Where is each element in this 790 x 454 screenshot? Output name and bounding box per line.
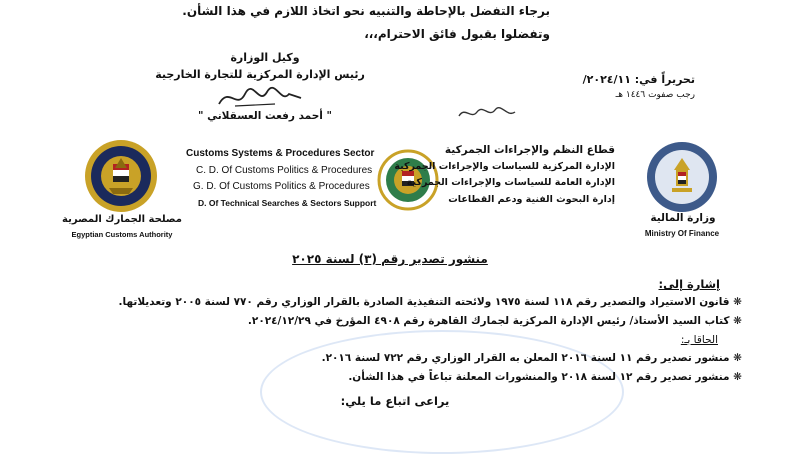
bullet-star-icon: ❋ <box>729 371 742 383</box>
signature-image <box>215 82 305 112</box>
reference-item: ❋ قانون الاستيراد والتصدير رقم ١١٨ لسنة ١٩٧٥ ولائحته التنفيذية الصادرة بالقرار الوزاري رقم ٧٧٠ لسنة ٢٠٠٥ وتعديلاتها. <box>118 296 742 308</box>
bullet-star-icon: ❋ <box>729 315 742 327</box>
closing-regards-line: وتفضلوا بقبول فائق الاحترام،،، <box>364 27 550 41</box>
technical-dept-en: D. Of Technical Searches & Sectors Support <box>198 198 377 208</box>
bullet-star-icon: ❋ <box>729 296 742 308</box>
reference-item: ❋ كتاب السيد الأستاذ/ رئيس الإدارة المركزية لجمارك القاهرة رقم ٤٩٠٨ المؤرخ في ٢٠٢٤/١٢/٢٩. <box>247 315 742 327</box>
customs-authority-caption-ar: مصلحة الجمارك المصرية <box>62 214 182 225</box>
date-written: تحريراً في: ٢٠٢٤/١١/ <box>582 73 695 86</box>
sector-name-ar: قطاع النظم والإجراءات الجمركية <box>444 144 615 156</box>
bullet-star-icon: ❋ <box>729 352 742 364</box>
technical-dept-ar: إدارة البحوث الفنية ودعم القطاعات <box>448 194 615 205</box>
customs-authority-logo <box>83 138 159 214</box>
reference-label: إشارة إلى: <box>658 277 720 291</box>
watermark-stamp <box>260 330 624 454</box>
ministry-finance-logo <box>645 140 719 214</box>
customs-authority-caption-en: Egyptian Customs Authority <box>71 230 173 239</box>
central-dept-en: C. D. Of Customs Politics & Procedures <box>196 165 373 176</box>
ministry-caption-en: Ministry Of Finance <box>644 229 720 238</box>
general-dept-en: G. D. Of Customs Politics & Procedures <box>193 181 370 192</box>
instruction-heading: يراعى اتباع ما يلي: <box>340 394 450 408</box>
ministry-caption-ar: وزارة المالية <box>650 212 716 224</box>
date-hijri: رجب صفوت ١٤٤٦ هـ <box>615 90 695 100</box>
sector-name-en: Customs Systems & Procedures Sector <box>186 148 375 159</box>
signatory-name: " أحمد رفعت العسقلاني " <box>197 110 333 122</box>
general-dept-ar: الإدارة العامة للسياسات والإجراءات الجمركية <box>406 177 615 188</box>
followup-item: ❋ منشور تصدير رقم ١١ لسنة ٢٠١٦ المعلن به القرار الوزاري رقم ٧٢٢ لسنة ٢٠١٦. <box>321 352 742 364</box>
followup-item: ❋ منشور تصدير رقم ١٢ لسنة ٢٠١٨ والمنشورات المعلنة تباعاً في هذا الشأن. <box>348 371 742 383</box>
followup-label: الحاقا بـ: <box>680 334 718 346</box>
signatory-position: رئيس الإدارة المركزية للتجارة الخارجية <box>155 68 365 81</box>
central-dept-ar: الإدارة المركزية للسياسات والإجراءات الجمركية <box>394 161 615 172</box>
initials-scribble <box>455 102 520 124</box>
closing-request-line: برجاء التفضل بالإحاطة والتنبيه نحو اتخاذ اللازم في هذا الشأن. <box>182 4 550 18</box>
signatory-title: وكيل الوزارة <box>230 51 300 64</box>
circular-title: منشور تصدير رقم (٣) لسنة ٢٠٢٥ <box>292 252 488 266</box>
